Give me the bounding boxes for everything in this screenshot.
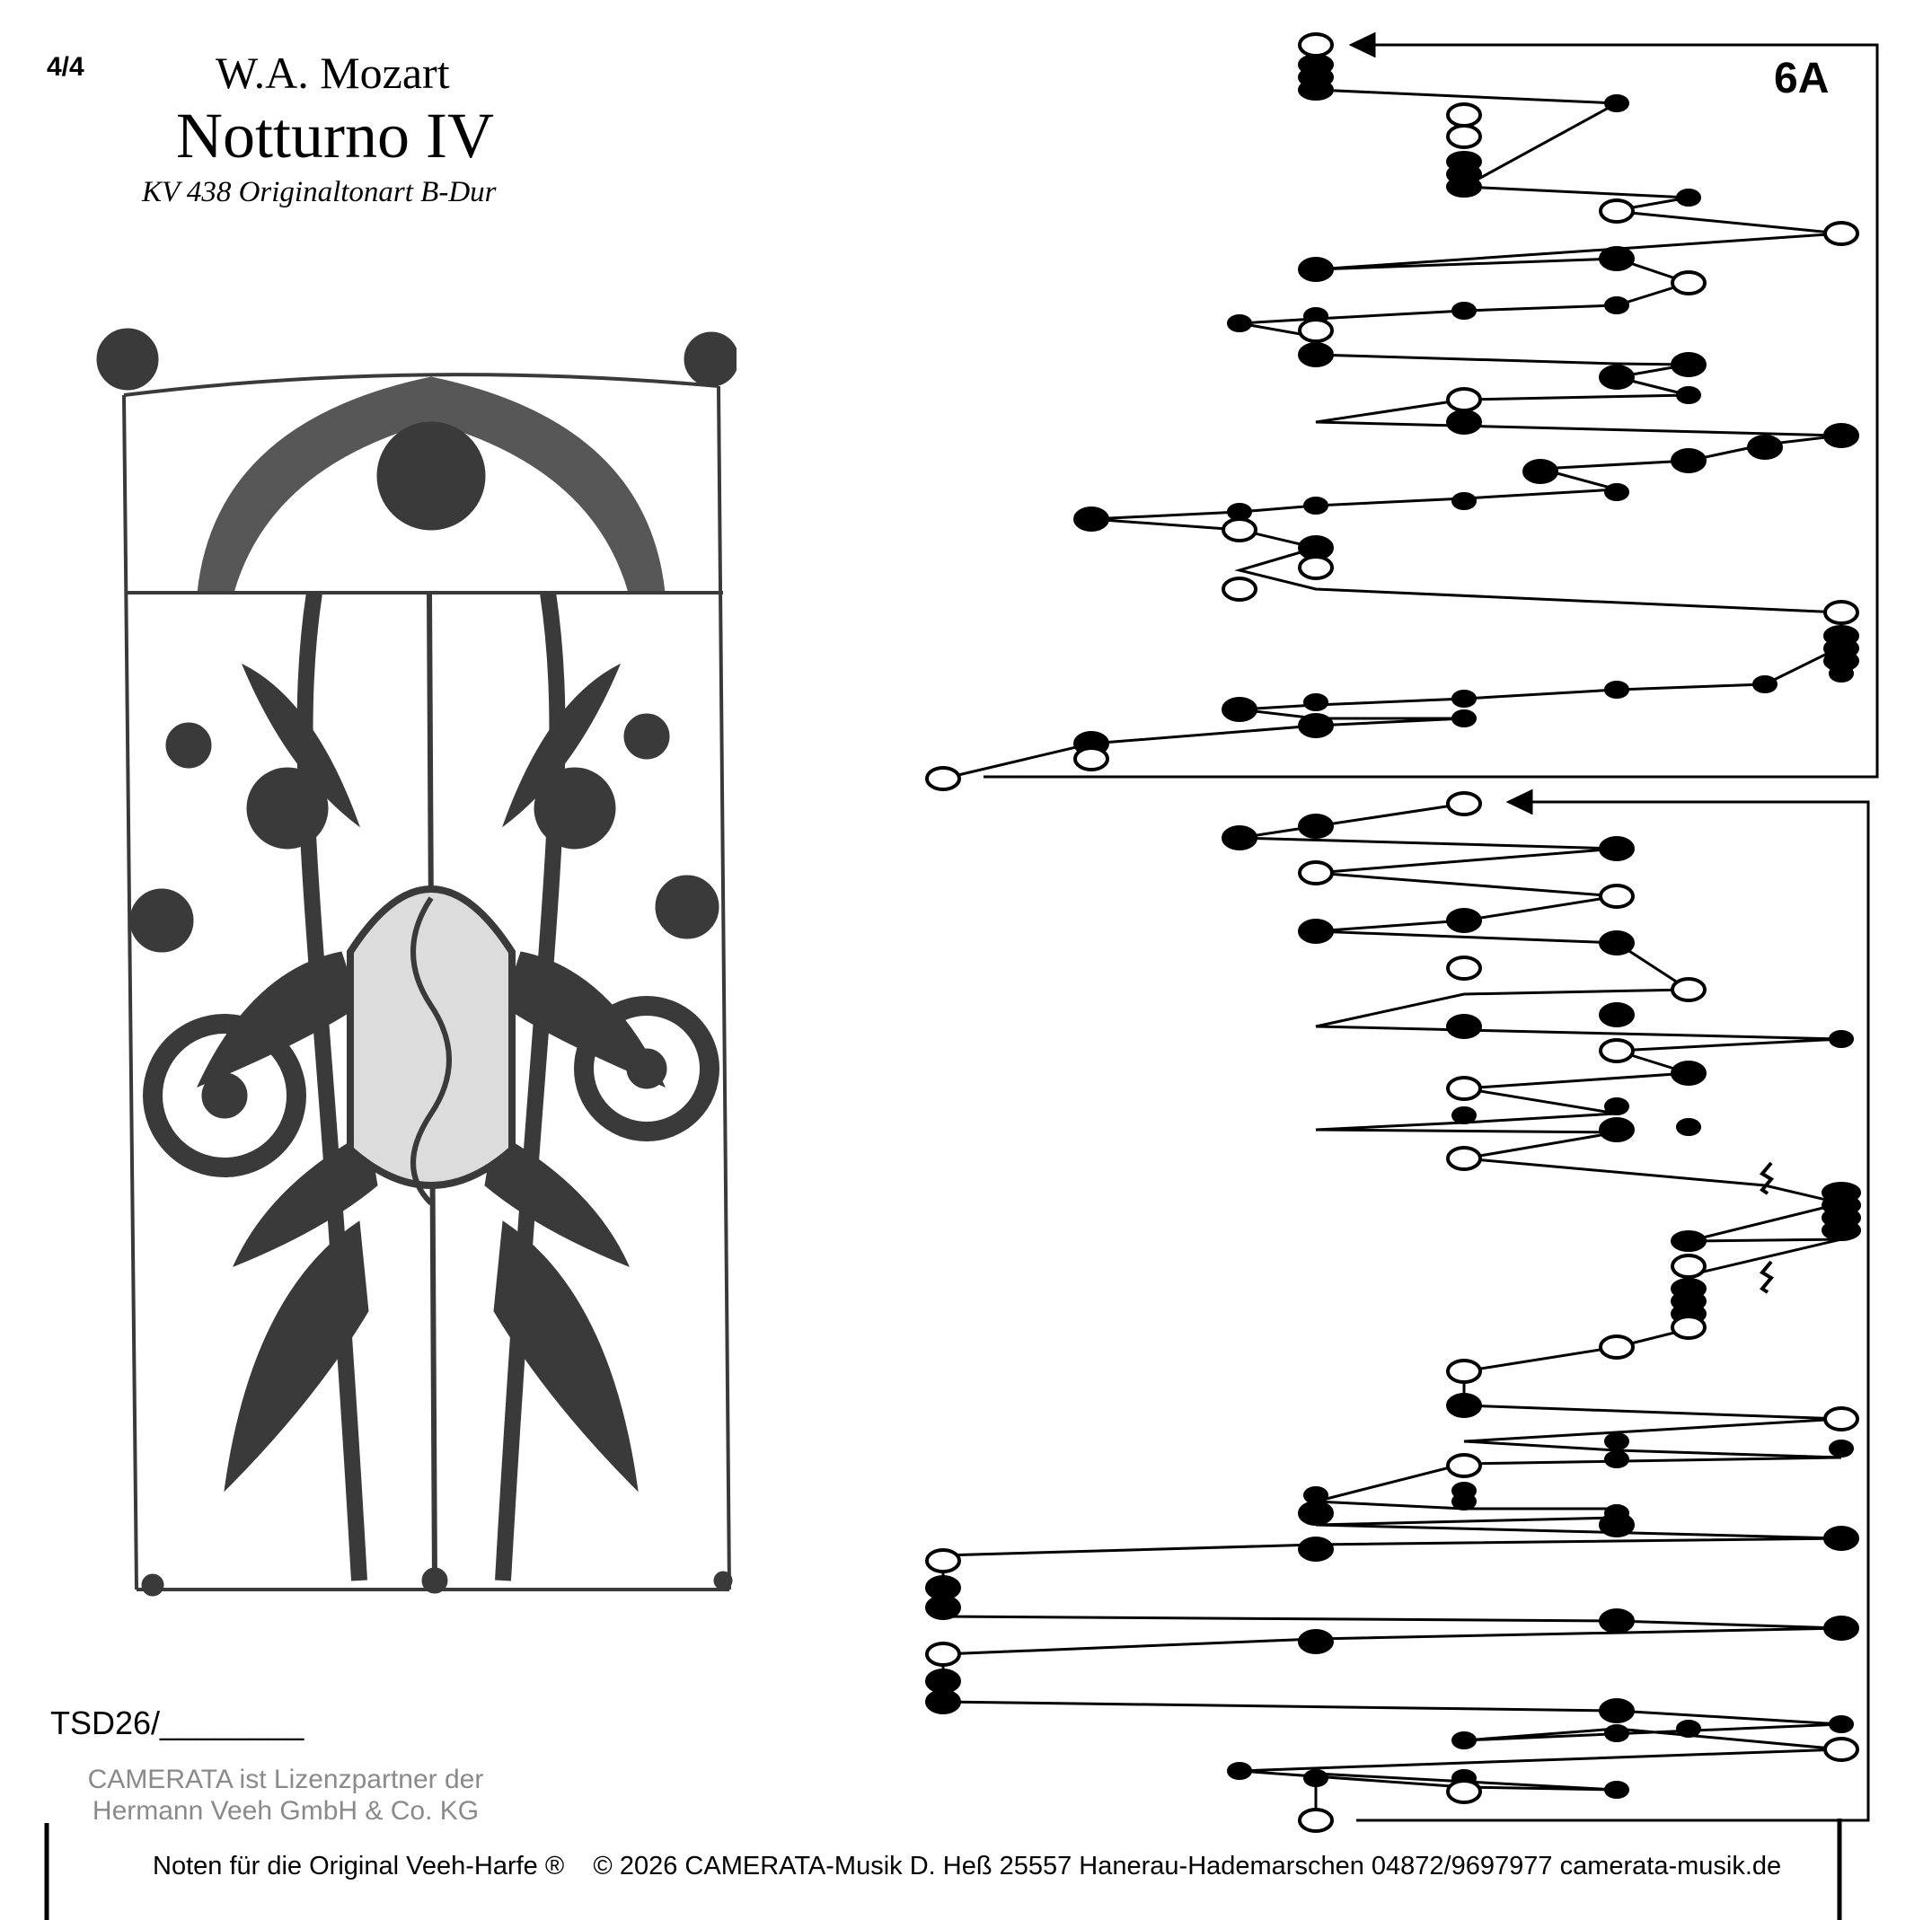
subtitle: KV 438 Originaltonart B-Dur [142, 176, 497, 208]
footer: Noten für die Original Veeh-Harfe ® © 2026 CAMERATA-Musik D. Heß 25557 Hanerau-Hademarschen 04872/9697977 camerata-musik.de [153, 1852, 1782, 1880]
composer: W.A. Mozart [216, 48, 450, 98]
meter: 4/4 [47, 52, 84, 82]
license-line-1: CAMERATA ist Lizenzpartner der [87, 1765, 484, 1794]
page-title: Notturno IV [176, 100, 494, 172]
sheet-code: TSD26/________ [50, 1704, 304, 1741]
section-label: 6A [1774, 55, 1830, 102]
license-line-2: Hermann Veeh GmbH & Co. KG [92, 1795, 480, 1826]
license-note [52, 1765, 519, 1827]
